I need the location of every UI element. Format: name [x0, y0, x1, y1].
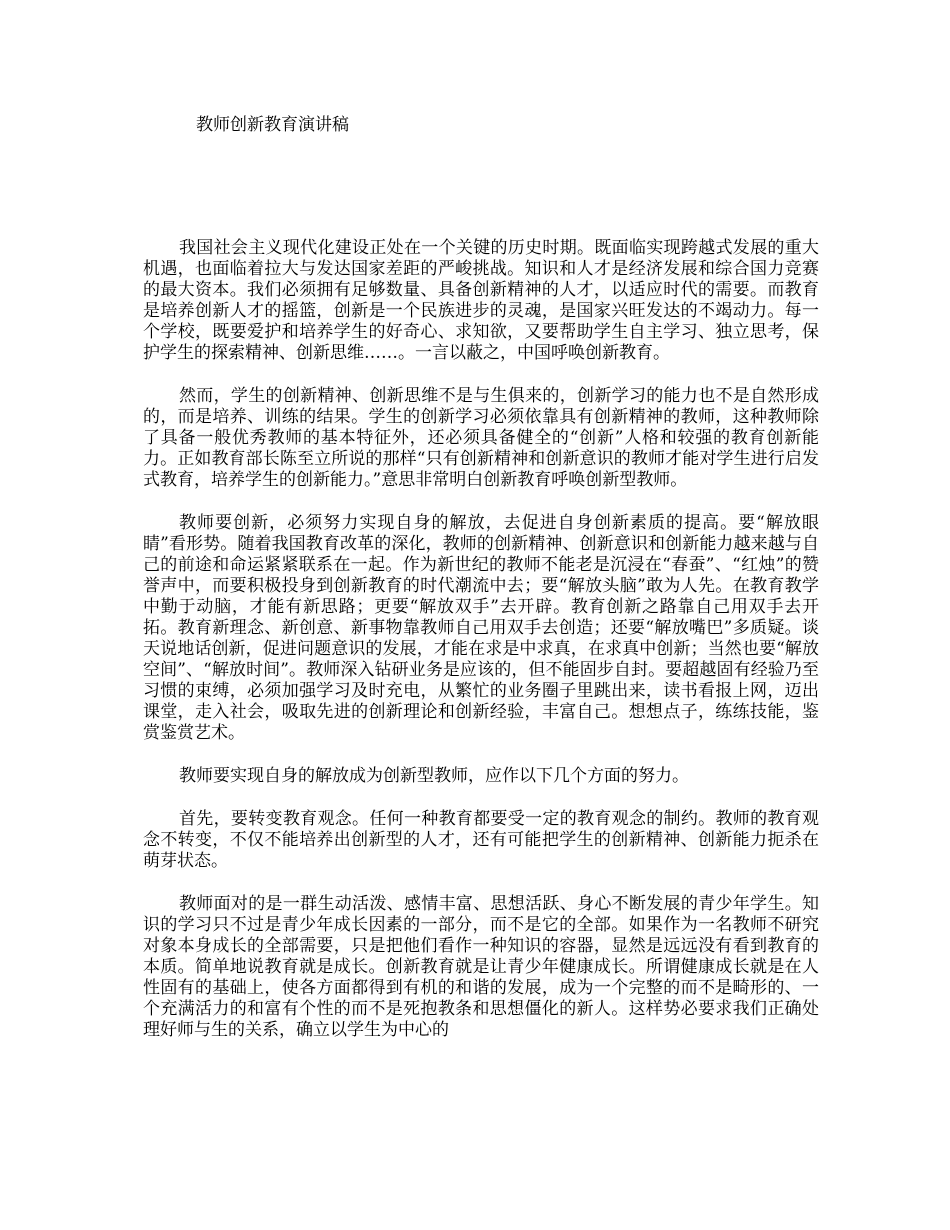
- document-title: 教师创新教育演讲稿: [196, 115, 349, 135]
- paragraph-3: 教师要创新，必须努力实现自身的解放，去促进自身创新素质的提高。要“解放眼睛”看形势。随着我国教育改革的深化，教师的创新精神、创新意识和创新能力越来越与自己的前途和命运紧紧联系在一起。作为新世纪的教师不能老是沉浸在“春蚕”、“红烛”的赞誉声中，而要积极投身到创新教育的时代潮流中去；要“解放头脑”敢为人先。在教育教学中勤于动脑，才能有新思路；更要“解放双手”去开辟。教育创新之路靠自己用双手去开拓。教育新理念、新创意、新事物靠教师自己用双手去创造；还要“解放嘴巴”多质疑。谈天说地话创新，促进问题意识的发展，才能在求是中求真，在求真中创新；当然也要“解放空间”、“解放时间”。教师深入钻研业务是应该的，但不能固步自封。要超越固有经验乃至习惯的束缚，必须加强学习及时充电，从繁忙的业务圈子里跳出来，读书看报上网，迈出课堂，走入社会，吸取先进的创新理论和创新经验，丰富自己。想想点子，练练技能，鉴赏鉴赏艺术。: [143, 513, 819, 743]
- paragraph-4: 教师要实现自身的解放成为创新型教师，应作以下几个方面的努力。: [179, 766, 689, 786]
- paragraph-1: 我国社会主义现代化建设正处在一个关键的历史时期。既面临实现跨越式发展的重大机遇，也面临着拉大与发达国家差距的严峻挑战。知识和人才是经济发展和综合国力竞赛的最大资本。我们必须拥有足够数量、具备创新精神的人才，以适应时代的需要。而教育是培养创新人才的摇篮，创新是一个民族进步的灵魂，是国家兴旺发达的不竭动力。每一个学校，既要爱护和培养学生的好奇心、求知欲，又要帮助学生自主学习、独立思考，保护学生的探索精神、创新思维……。一言以蔽之，中国呼唤创新教育。: [143, 238, 819, 363]
- document-body: [143, 238, 819, 1063]
- paragraph-5: 首先，要转变教育观念。任何一种教育都要受一定的教育观念的制约。教师的教育观念不转变，不仅不能培养出创新型的人才，还有可能把学生的创新精神、创新能力扼杀在萌芽状态。: [143, 809, 819, 871]
- paragraph-6: 教师面对的是一群生动活泼、感情丰富、思想活跃、身心不断发展的青少年学生。知识的学习只不过是青少年成长因素的一部分，而不是它的全部。如果作为一名教师不研究对象本身成长的全部需要，只是把他们看作一种知识的容器，显然是远远没有看到教育的本质。简单地说教育就是成长。创新教育就是让青少年健康成长。所谓健康成长就是在人性固有的基础上，使各方面都得到有机的和谐的发展，成为一个完整的而不是畸形的、一个充满活力的和富有个性的而不是死抱教条和思想僵化的新人。这样势必要求我们正确处理好师与生的关系，确立以学生为中心的: [143, 894, 819, 1040]
- paragraph-2: 然而，学生的创新精神、创新思维不是与生俱来的，创新学习的能力也不是自然形成的，而是培养、训练的结果。学生的创新学习必须依靠具有创新精神的教师，这种教师除了具备一般优秀教师的基本特征外，还必须具备健全的“创新”人格和较强的教育创新能力。正如教育部长陈至立所说的那样“只有创新精神和创新意识的教师才能对学生进行启发式教育，培养学生的创新能力。”意思非常明白创新教育呼唤创新型教师。: [143, 386, 819, 490]
